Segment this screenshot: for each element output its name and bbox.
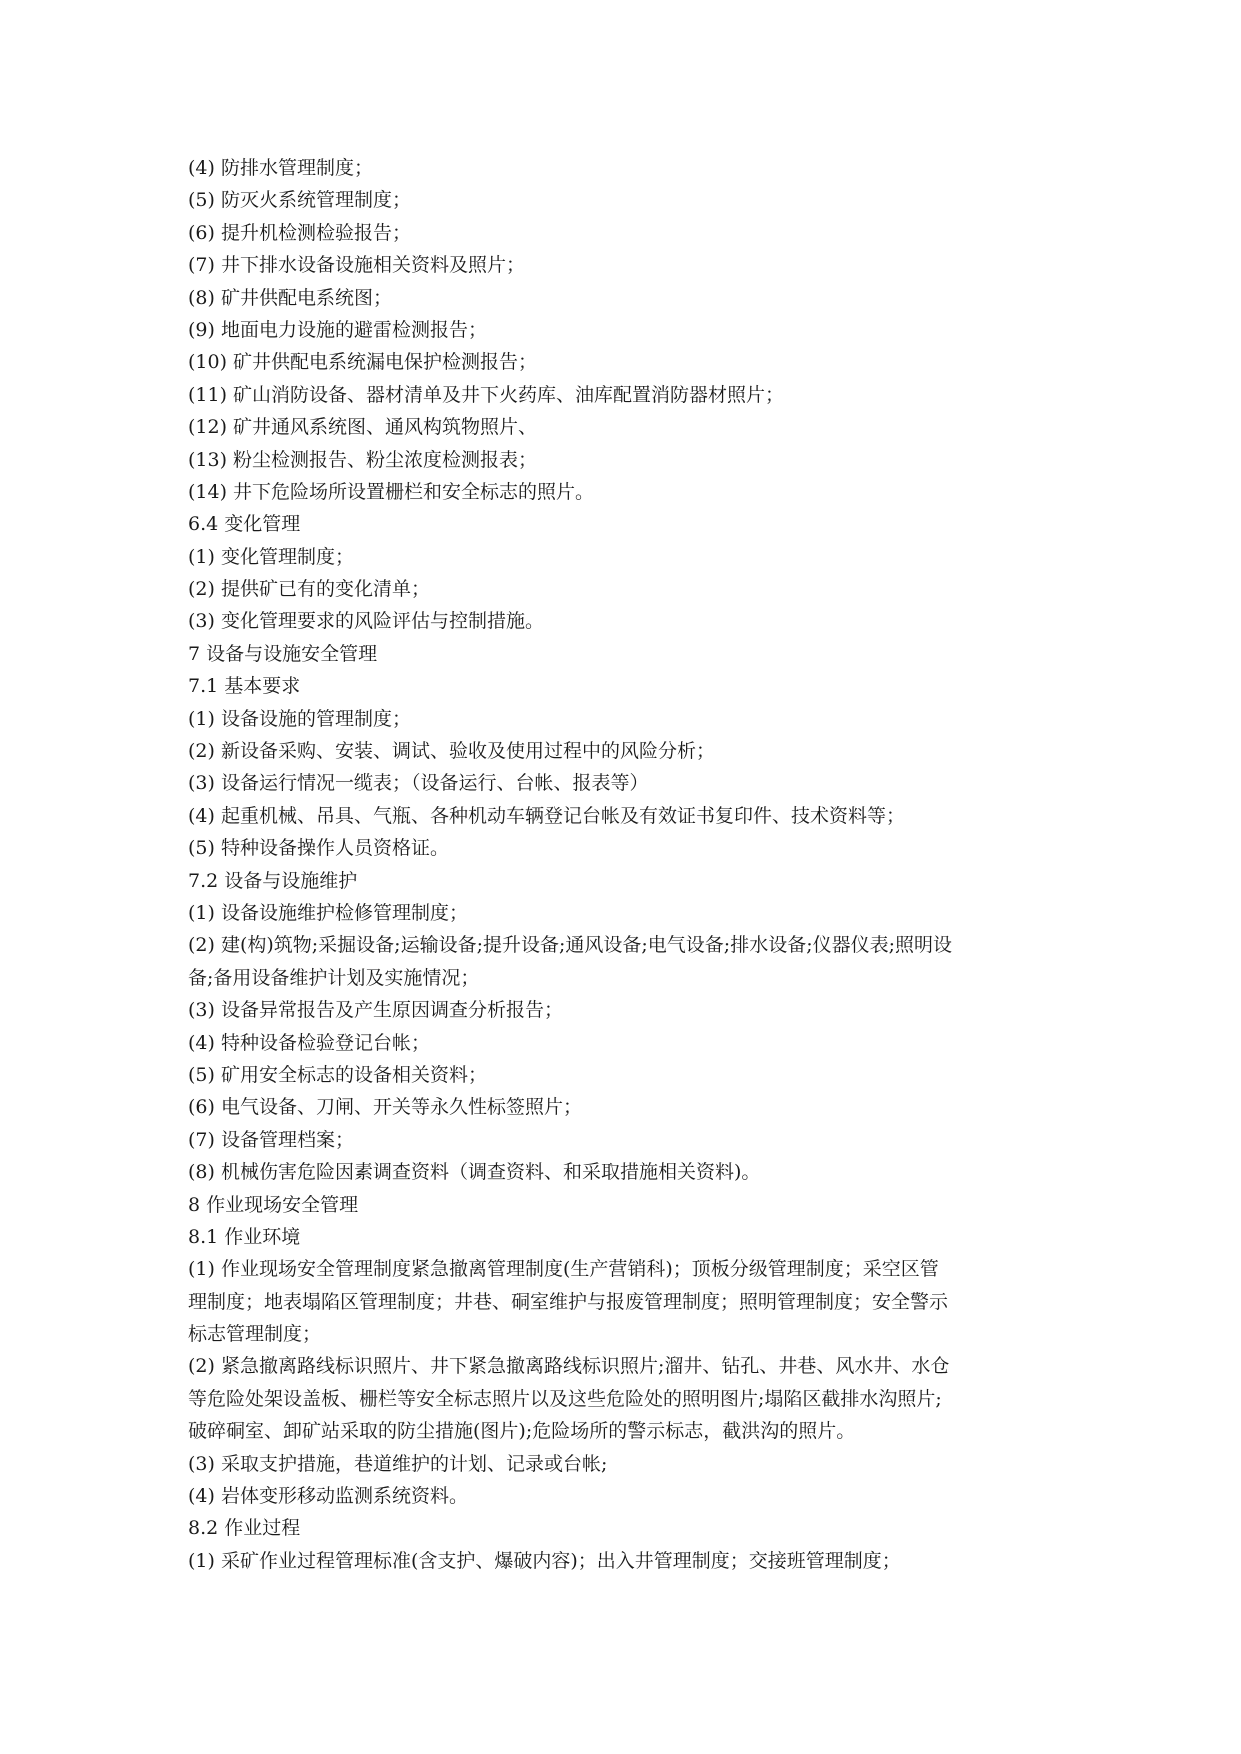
text-line: (1) 采矿作业过程管理标准(含支护、爆破内容)；出入井管理制度；交接班管理制度； bbox=[188, 1549, 901, 1572]
text-line: (6) 提升机检测检验报告； bbox=[188, 221, 411, 244]
text-line: (7) 设备管理档案； bbox=[188, 1128, 354, 1151]
text-line: (6) 电气设备、刀闸、开关等永久性标签照片； bbox=[188, 1096, 582, 1119]
text-line: (7) 井下排水设备设施相关资料及照片； bbox=[188, 254, 525, 277]
text-line: (4) 岩体变形移动监测系统资料。 bbox=[188, 1485, 468, 1508]
text-line: (14) 井下危险场所设置栅栏和安全标志的照片。 bbox=[188, 480, 595, 503]
text-line: 理制度；地表塌陷区管理制度；井巷、硐室维护与报废管理制度；照明管理制度；安全警示 bbox=[188, 1290, 949, 1313]
text-line: (8) 矿井供配电系统图； bbox=[188, 286, 392, 309]
text-line: (12) 矿井通风系统图、通风构筑物照片、 bbox=[188, 416, 538, 439]
text-line: (11) 矿山消防设备、器材清单及井下火药库、油库配置消防器材照片； bbox=[188, 383, 785, 406]
text-line: (1) 变化管理制度； bbox=[188, 545, 354, 568]
text-line: (10) 矿井供配电系统漏电保护检测报告； bbox=[188, 351, 538, 374]
text-line: 破碎硐室、卸矿站采取的防尘措施(图片);危险场所的警示标志，截洪沟的照片。 bbox=[188, 1420, 856, 1443]
text-line: (9) 地面电力设施的避雷检测报告； bbox=[188, 318, 487, 341]
text-line: (4) 防排水管理制度； bbox=[188, 157, 373, 179]
text-line: 7.2 设备与设施维护 bbox=[188, 869, 358, 892]
text-line: (5) 特种设备操作人员资格证。 bbox=[188, 837, 449, 860]
text-line: 6.4 变化管理 bbox=[188, 513, 301, 536]
text-line: (8) 机械伤害危险因素调查资料（调查资料、和采取措施相关资料)。 bbox=[188, 1161, 761, 1184]
text-line: 标志管理制度； bbox=[188, 1323, 322, 1346]
text-line: (2) 紧急撤离路线标识照片、井下紧急撤离路线标识照片;溜井、钻孔、井巷、风水井、水仓 bbox=[188, 1355, 950, 1378]
text-line: (2) 建(构)筑物;采掘设备;运输设备;提升设备;通风设备;电气设备;排水设备;仪器仪表;照明设 bbox=[188, 934, 952, 957]
text-line: (1) 作业现场安全管理制度紧急撤离管理制度(生产营销科)；顶板分级管理制度；采空区管 bbox=[188, 1258, 939, 1281]
text-line: 等危险处架设盖板、栅栏等安全标志照片以及这些危险处的照明图片;塌陷区截排水沟照片; bbox=[188, 1387, 942, 1410]
text-line: 8.2 作业过程 bbox=[188, 1517, 301, 1540]
text-line: (2) 提供矿已有的变化清单； bbox=[188, 578, 430, 601]
text-line: (1) 设备设施维护检修管理制度； bbox=[188, 901, 468, 924]
text-line: 8 作业现场安全管理 bbox=[188, 1193, 359, 1216]
text-line: 7 设备与设施安全管理 bbox=[188, 642, 378, 665]
text-line: (3) 设备运行情况一缆表；（设备运行、台帐、报表等） bbox=[188, 772, 649, 795]
text-line: (3) 变化管理要求的风险评估与控制措施。 bbox=[188, 610, 544, 633]
text-line: 备;备用设备维护计划及实施情况； bbox=[188, 966, 480, 989]
text-line: (2) 新设备采购、安装、调试、验收及使用过程中的风险分析； bbox=[188, 740, 715, 763]
text-line: (4) 特种设备检验登记台帐； bbox=[188, 1031, 430, 1054]
text-line: (5) 矿用安全标志的设备相关资料； bbox=[188, 1063, 487, 1086]
text-line: 8.1 作业环境 bbox=[188, 1225, 301, 1248]
text-line: (3) 采取支护措施，巷道维护的计划、记录或台帐; bbox=[188, 1452, 608, 1475]
text-line: 7.1 基本要求 bbox=[188, 675, 301, 698]
text-line: (4) 起重机械、吊具、气瓶、各种机动车辆登记台帐及有效证书复印件、技术资料等； bbox=[188, 804, 905, 827]
text-line: (3) 设备异常报告及产生原因调查分析报告； bbox=[188, 999, 563, 1022]
text-line: (13) 粉尘检测报告、粉尘浓度检测报表； bbox=[188, 448, 538, 471]
text-line: (5) 防灭火系统管理制度； bbox=[188, 189, 411, 212]
document-body bbox=[188, 152, 1058, 1577]
text-line: (1) 设备设施的管理制度； bbox=[188, 707, 411, 730]
